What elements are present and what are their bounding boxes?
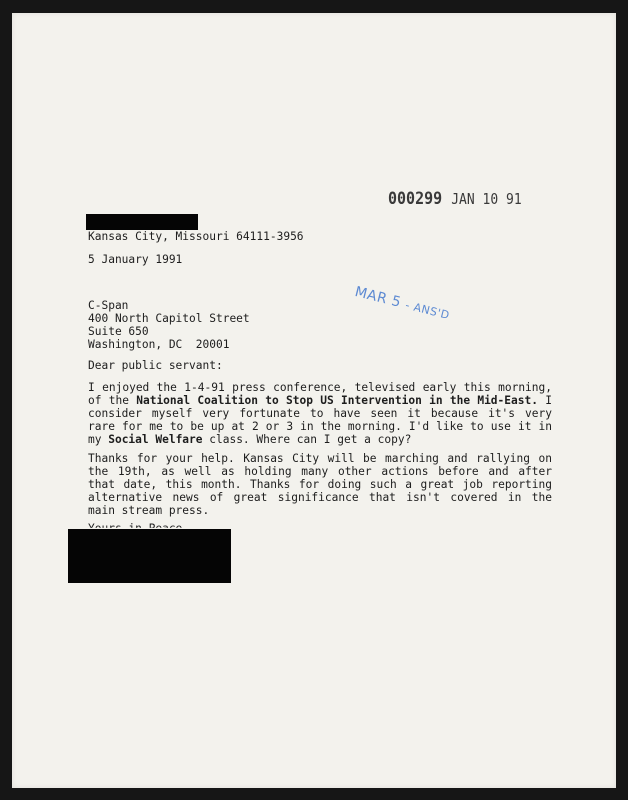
document-number-stamp: [388, 188, 522, 209]
recipient-name: C-Span: [88, 299, 129, 312]
body-paragraph-2: Thanks for your help. Kansas City will be marching and rallying on the 19th, as well as holding many other actions before and after that date, this month. Thanks for doing such a great job reporting alternative news of great significance that isn't covered in the main stream press.: [88, 452, 552, 517]
received-date-stamp: JAN 10 91: [451, 191, 522, 209]
redacted-sender-name: [86, 214, 198, 230]
answered-suffix: - ANS'D: [404, 298, 452, 323]
document-number: 000299: [388, 188, 443, 209]
body-paragraph-1: [88, 381, 552, 446]
para1-text-c: class. Where can I get a copy?: [202, 433, 412, 446]
coalition-name: National Coalition to Stop US Intervention in the Mid-East.: [136, 394, 538, 407]
answered-stamp: [353, 284, 451, 323]
recipient-city: Washington, DC 20001: [88, 338, 230, 351]
sender-city-line: Kansas City, Missouri 64111-3956: [88, 230, 304, 243]
letter-date: 5 January 1991: [88, 253, 183, 266]
para1-text-a: I enjoyed the 1-4-91 press conference, televised early this morning, of the: [88, 381, 552, 407]
class-name: Social Welfare: [108, 433, 203, 446]
recipient-address: [88, 299, 250, 351]
salutation: Dear public servant:: [88, 359, 223, 372]
letter-page: [12, 13, 616, 788]
recipient-suite: Suite 650: [88, 325, 149, 338]
answered-date: MAR 5: [353, 284, 403, 311]
para1-text-b: I consider myself very fortunate to have seen it because it's very rare for me to be up at 2 or 3 in the morning. I'd like to use it in my: [88, 394, 552, 446]
recipient-street: 400 North Capitol Street: [88, 312, 250, 325]
redacted-signature: [68, 529, 231, 583]
